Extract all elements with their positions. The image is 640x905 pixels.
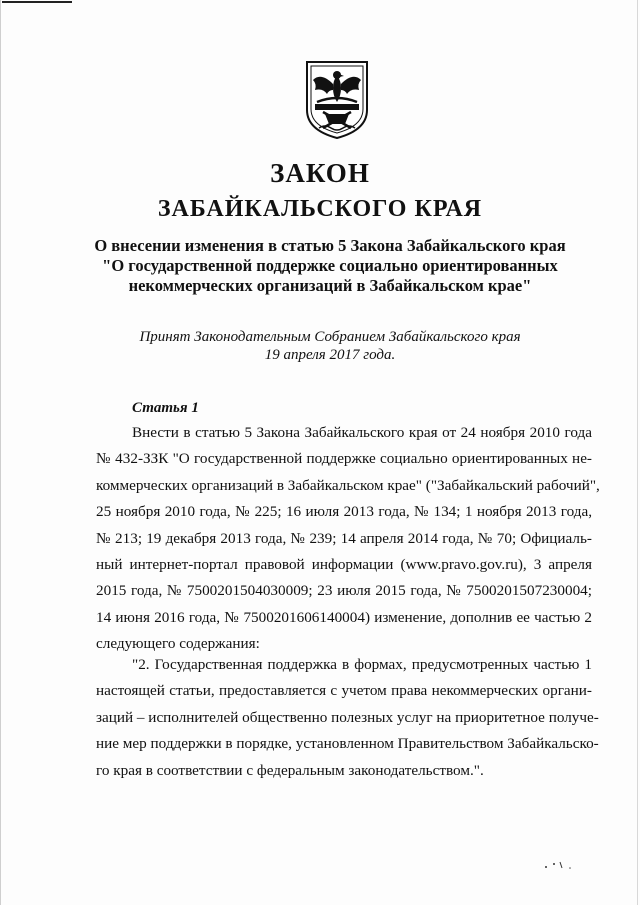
coat-of-arms-icon	[303, 58, 371, 140]
law-subtitle: ЗАБАЙКАЛЬСКОГО КРАЯ	[157, 196, 483, 222]
scan-edge-right	[637, 0, 638, 905]
subject-line: "О государственной поддержке социально ориентированных	[102, 256, 558, 275]
subject-line: О внесении изменения в статью 5 Закона Забайкальского края	[94, 236, 566, 255]
paragraph-line: Внести в статью 5 Закона Забайкальского края от 24 ноября 2010 года	[132, 424, 592, 441]
article-paragraph-1	[96, 420, 600, 658]
paragraph-line: го края в соответствии с федеральным законодательством.".	[96, 761, 484, 779]
paragraph-line: ный интернет-портал правовой информации (www.pravo.gov.ru), 3 апреля	[96, 556, 592, 574]
adoption-note	[60, 328, 600, 364]
paragraph-line: следующего содержания:	[96, 635, 260, 653]
paragraph-line: 2015 года, № 7500201504030009; 23 июля 2015 года, № 7500201507230004;	[96, 582, 592, 600]
article-paragraph-2	[96, 652, 599, 784]
paragraph-line: коммерческих организаций в Забайкальском крае" ("Забайкальский рабочий",	[96, 476, 600, 494]
paragraph-line: заций – исполнителей общественно полезных услуг на приоритетное получе-	[96, 708, 599, 726]
scan-artifact-line	[2, 1, 72, 3]
subject-line: некоммерческих организаций в Забайкальском крае"	[128, 276, 532, 295]
scan-edge-left	[0, 0, 1, 905]
paragraph-line: 25 ноября 2010 года, № 225; 16 июля 2013 года, № 134; 1 ноября 2013 года,	[96, 503, 592, 521]
scan-speck-marks	[540, 858, 580, 872]
paragraph-line: "2. Государственная поддержка в формах, предусмотренных частью 1	[132, 656, 592, 673]
law-title: ЗАКОН	[270, 158, 370, 188]
paragraph-line: ние мер поддержки в порядке, установленном Правительством Забайкальско-	[96, 735, 599, 753]
paragraph-line: 14 июня 2016 года, № 7500201606140004) изменение, дополнив ее частью 2	[96, 608, 592, 626]
adoption-line: Принят Законодательным Собранием Забайкальского края	[139, 329, 521, 345]
paragraph-line: № 432-ЗЗК "О государственной поддержке социально ориентированных не-	[96, 450, 592, 468]
paragraph-line: № 213; 19 декабря 2013 года, № 239; 14 апреля 2014 года, № 70; Официаль-	[96, 529, 592, 547]
law-subject	[60, 236, 600, 296]
adoption-date: 19 апреля 2017 года.	[264, 347, 396, 363]
article-heading: Статья 1	[132, 400, 199, 416]
paragraph-line: настоящей статьи, предоставляется с учетом права некоммерческих органи-	[96, 682, 592, 700]
